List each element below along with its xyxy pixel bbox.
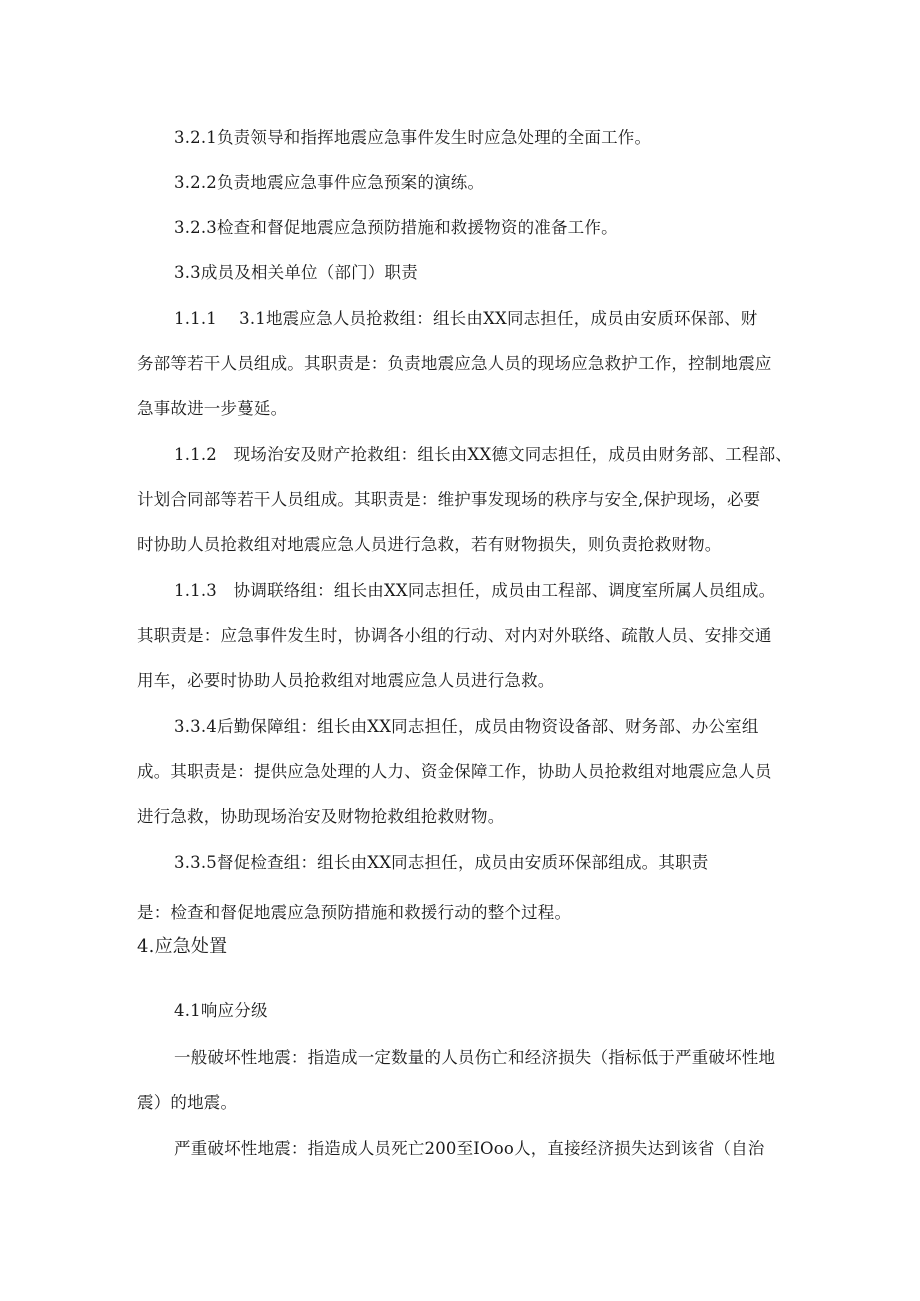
para-3-3-4-line-1: 3.3.4后勤保障组：组长由XX同志担任，成员由物资设备部、财务部、办公室组 [174,717,759,736]
para-3-2-2: 3.2.2负责地震应急事件应急预案的演练。 [174,173,485,192]
para-1-1-1-line-1: 1.1.1 3.1地震应急人员抢救组：组长由XX同志担任，成员由安质环保部、财 [174,309,758,328]
section-4-heading: 4.应急处置 [137,936,228,957]
para-3-2-3: 3.2.3检查和督促地震应急预防措施和救援物资的准备工作。 [174,218,618,237]
para-1-1-3-line-1: 1.1.3 协调联络组：组长由XX同志担任，成员由工程部、调度室所属人员组成。 [174,581,776,600]
para-1-1-2-line-1: 1.1.2 现场治安及财产抢救组：组长由XX德文同志担任，成员由财务部、工程部、 [174,445,792,464]
para-general-line-1: 一般破坏性地震：指造成一定数量的人员伤亡和经济损失（指标低于严重破坏性地 [174,1048,776,1067]
para-3-3-4-line-2: 成。其职责是：提供应急处理的人力、资金保障工作，协助人员抢救组对地震应急人员 [137,762,772,781]
section-4-1-heading: 4.1响应分级 [174,1001,268,1020]
para-1-1-2-line-3: 时协助人员抢救组对地震应急人员进行急救，若有财物损失，则负责抢救财物。 [137,535,722,554]
para-1-1-1-line-2: 务部等若干人员组成。其职责是：负责地震应急人员的现场应急救护工作，控制地震应 [137,354,772,373]
para-3-3-5-line-1: 3.3.5督促检查组：组长由XX同志担任，成员由安质环保部组成。其职责 [174,853,709,872]
para-1-1-3-line-2: 其职责是：应急事件发生时，协调各小组的行动、对内对外联络、疏散人员、安排交通 [137,626,772,645]
para-3-2-1: 3.2.1负责领导和指挥地震应急事件发生时应急处理的全面工作。 [174,128,652,147]
para-1-1-3-line-3: 用车，必要时协助人员抢救组对地震应急人员进行急救。 [137,671,555,690]
para-severe-line-1: 严重破坏性地震：指造成人员死亡200至IOoo人，直接经济损失达到该省（自治 [174,1139,765,1158]
para-1-1-1-line-3: 急事故进一步蔓延。 [137,399,288,418]
para-3-3-5-line-2: 是：检查和督促地震应急预防措施和救援行动的整个过程。 [137,903,572,922]
section-3-3-heading: 3.3成员及相关单位（部门）职责 [174,263,418,282]
para-general-line-2: 震）的地震。 [137,1093,238,1112]
para-3-3-4-line-3: 进行急救，协助现场治安及财物抢救组抢救财物。 [137,807,505,826]
para-1-1-2-line-2: 计划合同部等若干人员组成。其职责是：维护事发现场的秩序与安全,保护现场，必要 [137,490,761,509]
